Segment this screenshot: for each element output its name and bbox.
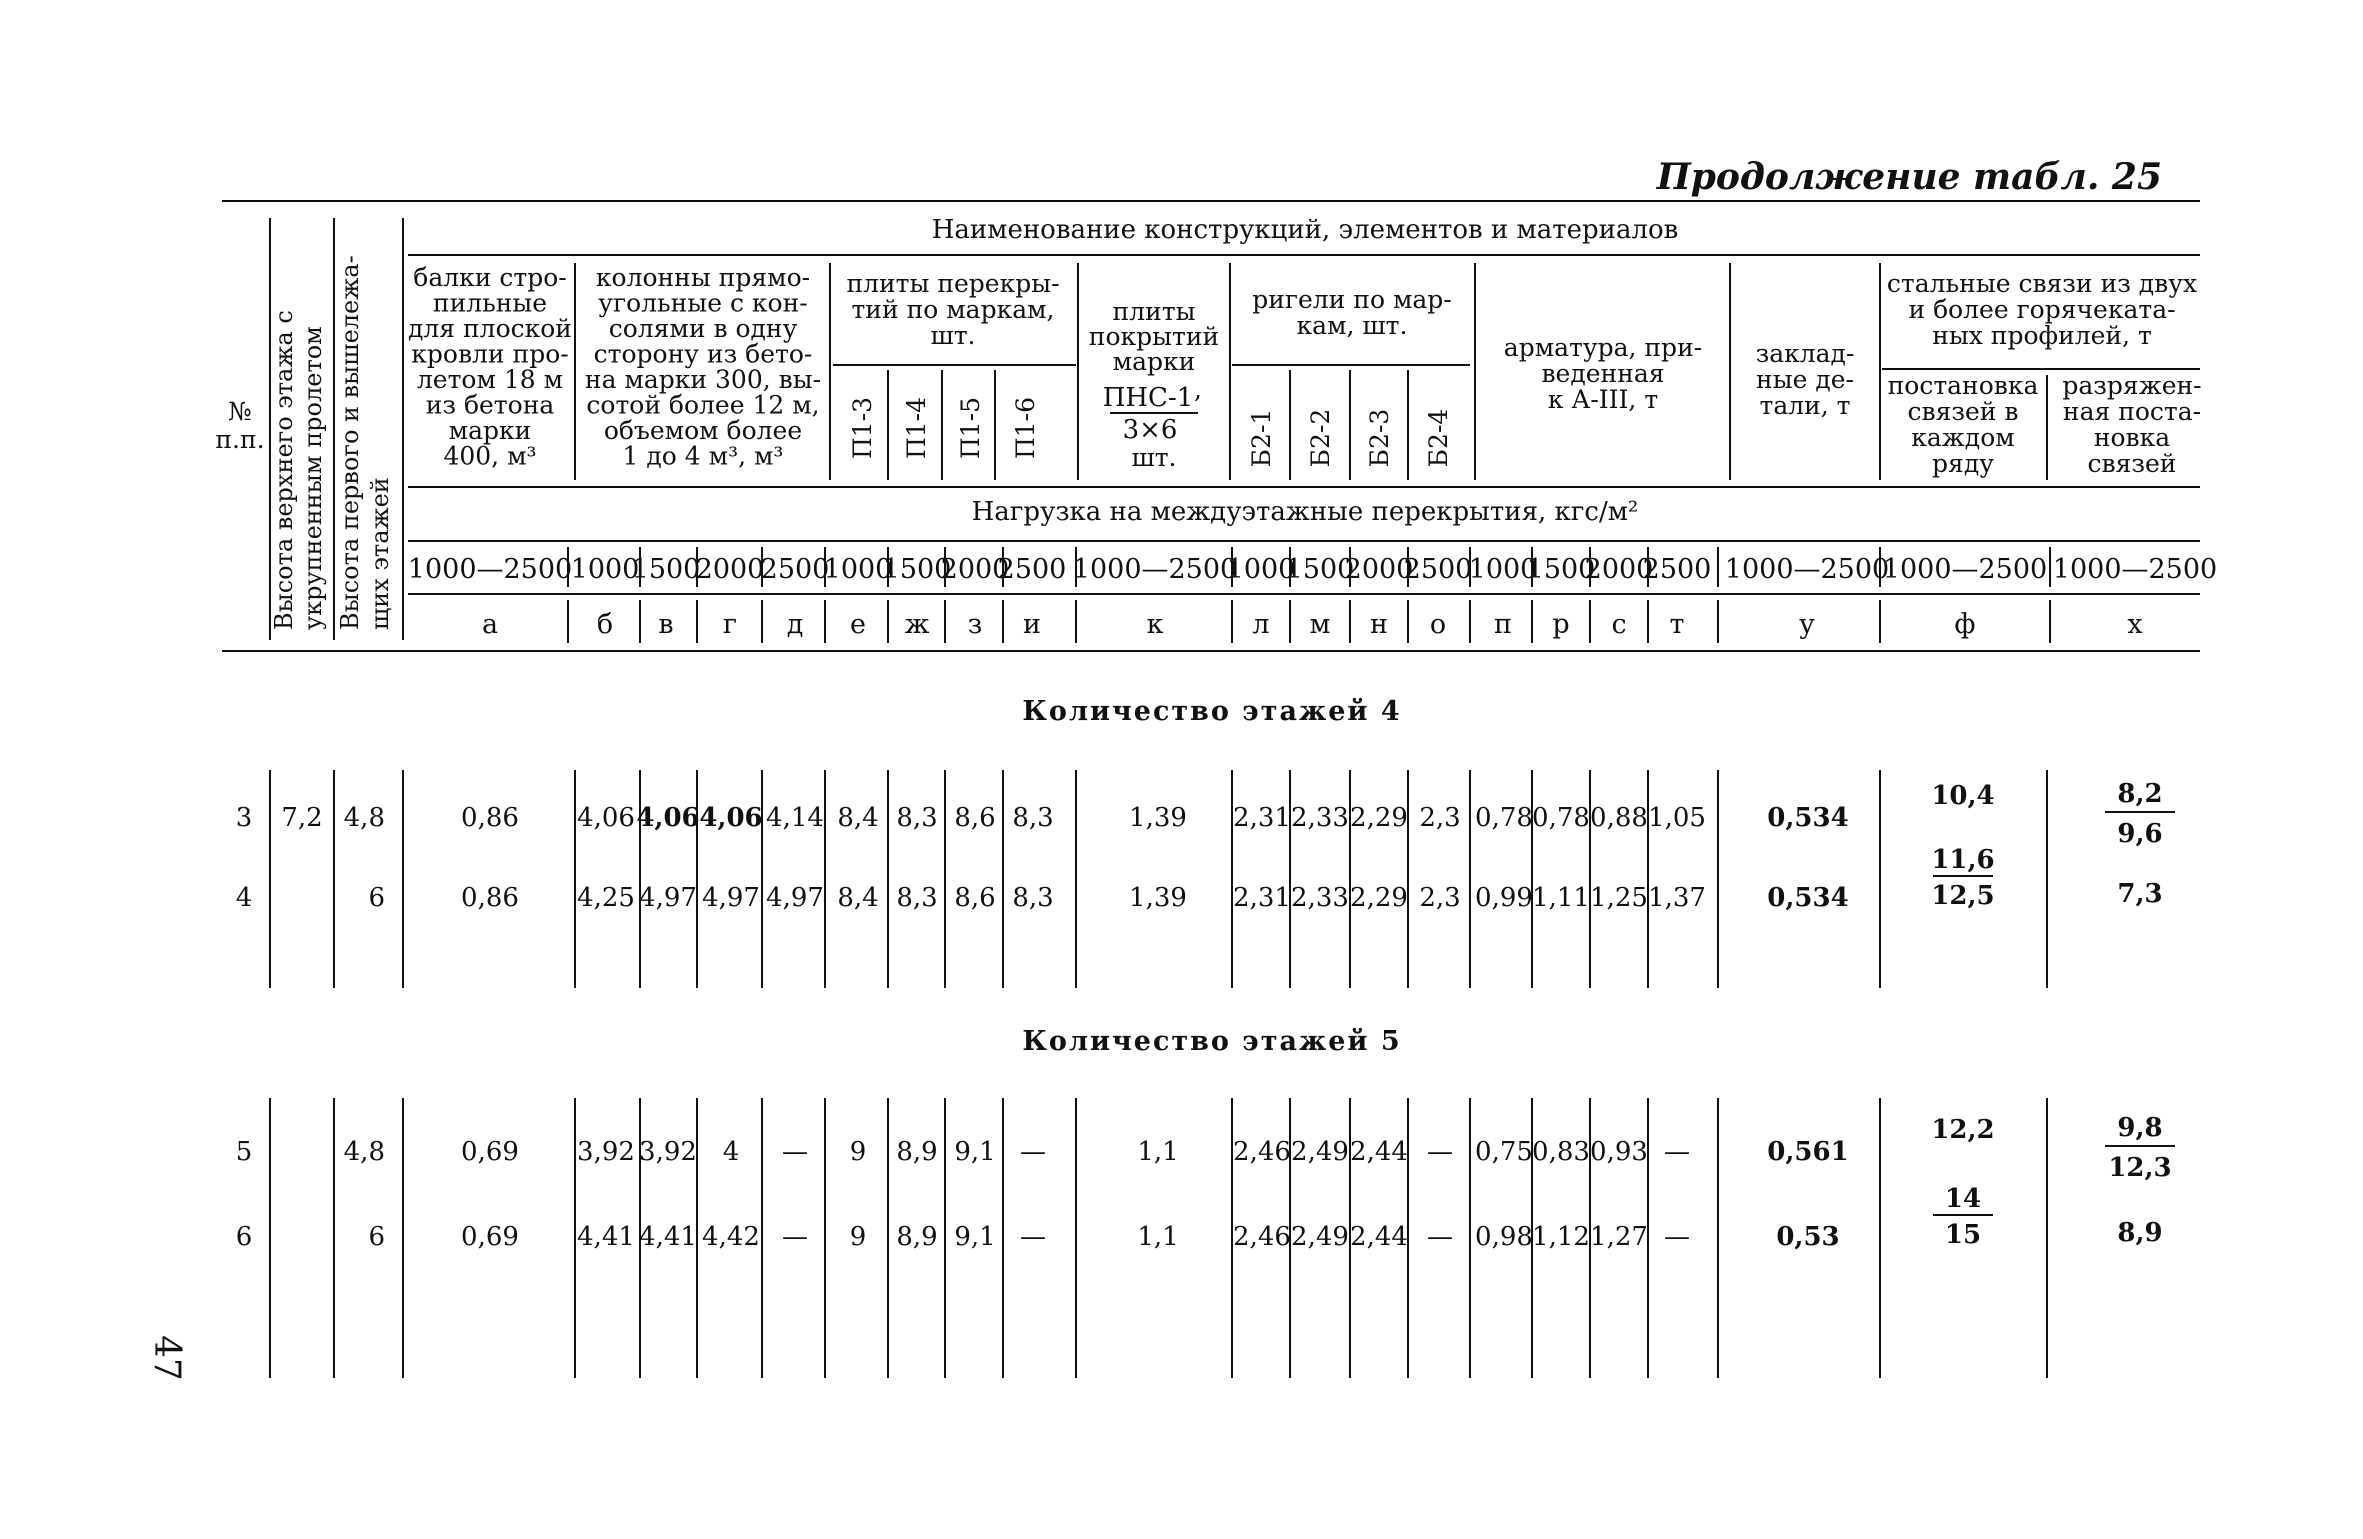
steel-sparse-numerator: 9,8: [2117, 1113, 2163, 1143]
load-value: 2500: [1642, 554, 1712, 585]
num-label: №: [228, 397, 252, 426]
column-letter: т: [1669, 609, 1685, 640]
column-letter: п: [1494, 609, 1512, 640]
cell-value: 8,3: [1012, 883, 1054, 913]
cell-value: 4,25: [577, 883, 635, 913]
rebar-label: к А-III, т: [1547, 385, 1659, 414]
cell-value: 0,98: [1475, 1222, 1533, 1252]
load-value: 1000—2500: [1882, 554, 2048, 585]
embedded-label: тали, т: [1759, 391, 1851, 420]
load-value: 2000: [695, 554, 765, 585]
columns-label: сторону из бето-: [593, 339, 813, 369]
height-first-value: 4,8: [343, 1137, 385, 1167]
beams-label: из бетона: [425, 390, 555, 420]
cell-value: 9: [849, 1137, 867, 1167]
cell-value: 2,33: [1291, 803, 1349, 833]
cell-value: 4,06: [699, 803, 763, 833]
height-upper-label: укрупненным пролетом: [299, 326, 327, 630]
cell-value: 4,06: [636, 803, 700, 833]
height-upper-value: 7,2: [281, 803, 323, 833]
load-value: 2500: [760, 554, 830, 585]
cell-value: 1,11: [1532, 883, 1590, 913]
steel-each-label: связей в: [1907, 397, 2019, 426]
load-value: 2500: [997, 554, 1067, 585]
beams-label: для плоской: [408, 314, 572, 343]
cell-value: 1,39: [1129, 803, 1187, 833]
column-letter: о: [1429, 609, 1447, 640]
slabs-roof-comma: ,: [1194, 375, 1202, 404]
steel-sparse-value: 8,9: [2117, 1218, 2163, 1248]
steel-sparse-label: новка: [2093, 423, 2171, 452]
cell-value: 4,97: [639, 883, 697, 913]
num-label: п.п.: [215, 425, 265, 454]
load-value: 2000: [1584, 554, 1654, 585]
load-value: 1000: [823, 554, 893, 585]
row-number: 4: [235, 883, 253, 913]
cell-value: 0,78: [1475, 803, 1533, 833]
columns-label: на марки 300, вы-: [584, 365, 822, 394]
height-first-value: 6: [368, 883, 385, 913]
rebar-label: веденная: [1541, 359, 1665, 388]
cell-value: 8,3: [896, 803, 938, 833]
cell-value: 8,4: [837, 883, 879, 913]
cell-value: —: [782, 1137, 808, 1167]
row-number: 6: [235, 1222, 253, 1252]
cell-value: 0,561: [1767, 1137, 1849, 1167]
slabs-roof-unit: шт.: [1131, 443, 1177, 472]
slab-mark: П1-4: [902, 396, 931, 460]
section-title: Количество этажей 4: [1022, 696, 1402, 727]
girders-label: ригели по мар-: [1252, 285, 1452, 314]
height-upper-label: Высота верхнего этажа с: [270, 310, 298, 630]
steel-label: стальные связи из двух: [1886, 269, 2198, 298]
girder-mark: Б2-1: [1247, 408, 1276, 468]
cell-value: 8,3: [1012, 803, 1054, 833]
group-title: Наименование конструкций, элементов и материалов: [931, 215, 1679, 245]
girder-mark: Б2-2: [1306, 408, 1335, 468]
cell-value: 2,49: [1291, 1222, 1349, 1252]
page-number: 47: [146, 1335, 187, 1381]
cell-value: 0,75: [1475, 1137, 1533, 1167]
columns-label: угольные с кон-: [598, 288, 808, 318]
slabs-roof-label: марки: [1112, 347, 1196, 376]
steel-each-label: постановка: [1887, 371, 2039, 400]
load-value: 2500: [1403, 554, 1473, 585]
girder-mark: Б2-3: [1365, 408, 1394, 468]
cell-value: 0,53: [1776, 1222, 1840, 1252]
slabs-roof-label: покрытий: [1088, 322, 1220, 351]
cell-value: 4,41: [577, 1222, 635, 1252]
cell-value: 1,27: [1590, 1222, 1648, 1252]
steel-each-label: ряду: [1932, 449, 1994, 478]
steel-sparse-label: ная поста-: [2062, 397, 2202, 426]
columns-label: объемом более: [603, 416, 803, 445]
rebar-label: арматура, при-: [1503, 333, 1703, 362]
height-first-label: Высота первого и вышележа-: [336, 255, 364, 630]
embedded-label: заклад-: [1755, 339, 1855, 368]
cell-value: 0,86: [461, 883, 519, 913]
columns-label: 1 до 4 м³, м³: [622, 441, 784, 471]
slab-mark: П1-5: [956, 396, 985, 460]
cell-value: 2,49: [1291, 1137, 1349, 1167]
cell-value: 2,29: [1350, 883, 1408, 913]
cell-value: 0,88: [1590, 803, 1648, 833]
cell-value: —: [1020, 1137, 1046, 1167]
load-value: 1000: [570, 554, 640, 585]
height-first-label: щих этажей: [366, 477, 394, 630]
cell-value: 2,3: [1419, 883, 1461, 913]
load-value: 1000: [1468, 554, 1538, 585]
beams-label: летом 18 м: [416, 365, 564, 394]
cell-value: 2,46: [1233, 1222, 1291, 1252]
girder-mark: Б2-4: [1424, 408, 1453, 468]
cell-value: 8,3: [896, 883, 938, 913]
column-letter: и: [1023, 609, 1041, 640]
beams-label: марки: [448, 416, 532, 445]
cell-value: 2,3: [1419, 803, 1461, 833]
steel-label: ных профилей, т: [1932, 321, 2152, 350]
columns-label: сотой более 12 м,: [586, 390, 820, 420]
cell-value: 1,05: [1648, 803, 1706, 833]
column-letter: г: [722, 609, 738, 640]
section-title: Количество этажей 5: [1022, 1026, 1402, 1057]
row-number: 3: [235, 803, 253, 833]
height-first-value: 6: [368, 1222, 385, 1252]
steel-each-value: 10,4: [1931, 781, 1995, 811]
steel-sparse-label: разряжен-: [2062, 371, 2202, 400]
cell-value: 8,6: [954, 803, 996, 833]
cell-value: 4: [722, 1137, 740, 1167]
cell-value: 9: [849, 1222, 867, 1252]
cell-value: 0,78: [1532, 803, 1590, 833]
cell-value: 4,42: [702, 1222, 760, 1252]
cell-value: 2,46: [1233, 1137, 1291, 1167]
cell-value: 0,93: [1590, 1137, 1648, 1167]
load-value: 1000—2500: [2052, 554, 2218, 585]
load-value: 1500: [631, 554, 701, 585]
cell-value: 3,92: [577, 1137, 635, 1167]
cell-value: 2,31: [1233, 883, 1291, 913]
slabs-floor-label: плиты перекры-: [846, 269, 1060, 298]
load-value: 1000—2500: [407, 554, 573, 585]
slabs-roof-label: плиты: [1112, 297, 1196, 326]
columns-label: колонны прямо-: [595, 263, 811, 292]
cell-value: 2,44: [1350, 1222, 1408, 1252]
cell-value: 4,97: [702, 883, 760, 913]
steel-each-denominator: 12,5: [1931, 881, 1995, 911]
beams-label: пильные: [432, 288, 548, 318]
cell-value: 2,29: [1350, 803, 1408, 833]
cell-value: 0,69: [461, 1222, 519, 1252]
cell-value: 8,6: [954, 883, 996, 913]
beams-label: кровли про-: [411, 339, 569, 369]
slab-mark: П1-6: [1011, 396, 1040, 460]
load-value: 1500: [1285, 554, 1355, 585]
load-value: 2000: [940, 554, 1010, 585]
load-title: Нагрузка на междуэтажные перекрытия, кгс/м²: [971, 497, 1639, 527]
girders-label: кам, шт.: [1296, 311, 1408, 340]
column-letter: м: [1309, 609, 1331, 640]
height-first-value: 4,8: [343, 803, 385, 833]
cell-value: 2,31: [1233, 803, 1291, 833]
row-number: 5: [235, 1137, 253, 1167]
load-value: 1500: [1526, 554, 1596, 585]
column-letter: р: [1552, 609, 1570, 640]
cell-value: 9,1: [954, 1222, 996, 1252]
column-letter: ф: [1954, 609, 1976, 640]
slabs-floor-label: тий по маркам,: [851, 295, 1055, 324]
cell-value: 1,39: [1129, 883, 1187, 913]
steel-each-label: каждом: [1911, 423, 2015, 452]
steel-sparse-numerator: 8,2: [2117, 779, 2163, 809]
cell-value: 0,534: [1767, 883, 1849, 913]
cell-value: 4,14: [766, 803, 824, 833]
cell-value: 0,534: [1767, 803, 1849, 833]
steel-sparse-denominator: 12,3: [2108, 1153, 2172, 1183]
cell-value: —: [1664, 1222, 1690, 1252]
cell-value: 3,92: [639, 1137, 697, 1167]
cell-value: 2,33: [1291, 883, 1349, 913]
steel-label: и более горячеката-: [1908, 295, 2176, 324]
cell-value: 9,1: [954, 1137, 996, 1167]
column-letter: л: [1252, 609, 1270, 640]
cell-value: 8,9: [896, 1137, 938, 1167]
load-value: 1000—2500: [1724, 554, 1890, 585]
cell-value: 4,41: [639, 1222, 697, 1252]
cell-value: 1,37: [1648, 883, 1706, 913]
cell-value: 1,1: [1137, 1137, 1179, 1167]
cell-value: 0,86: [461, 803, 519, 833]
cell-value: 4,06: [577, 803, 635, 833]
cell-value: 1,1: [1137, 1222, 1179, 1252]
cell-value: 0,83: [1532, 1137, 1590, 1167]
load-value: 1000: [1226, 554, 1296, 585]
steel-each-value: 12,2: [1931, 1115, 1995, 1145]
steel-each-numerator: 14: [1944, 1184, 1982, 1214]
load-value: 1500: [882, 554, 952, 585]
steel-each-denominator: 15: [1944, 1220, 1982, 1250]
steel-each-numerator: 11,6: [1931, 845, 1995, 875]
load-value: 2000: [1344, 554, 1414, 585]
cell-value: 2,44: [1350, 1137, 1408, 1167]
beams-label: балки стро-: [413, 263, 567, 292]
column-letter: д: [786, 609, 804, 640]
slabs-roof-mark: ПНС-1: [1102, 383, 1194, 413]
column-letter: ж: [904, 609, 930, 640]
cell-value: 0,99: [1475, 883, 1533, 913]
column-letter: к: [1146, 609, 1164, 640]
load-value: 1000—2500: [1072, 554, 1238, 585]
cell-value: —: [1020, 1222, 1046, 1252]
column-letter: б: [596, 609, 614, 640]
steel-sparse-denominator: 9,6: [2117, 819, 2163, 849]
table-caption: Продолжение табл. 25: [1656, 156, 2162, 198]
cell-value: —: [1427, 1137, 1453, 1167]
slabs-roof-size: 3×6: [1122, 415, 1178, 445]
slab-mark: П1-3: [848, 396, 877, 460]
cell-value: —: [1664, 1137, 1690, 1167]
cell-value: —: [1427, 1222, 1453, 1252]
column-letter: н: [1370, 609, 1388, 640]
beams-label: 400, м³: [443, 441, 537, 471]
cell-value: 4,97: [766, 883, 824, 913]
cell-value: 8,4: [837, 803, 879, 833]
steel-sparse-value: 7,3: [2117, 879, 2163, 909]
column-letter: в: [658, 609, 674, 640]
embedded-label: ные де-: [1756, 365, 1854, 394]
column-letter: у: [1799, 609, 1815, 640]
cell-value: 8,9: [896, 1222, 938, 1252]
steel-sparse-label: связей: [2087, 449, 2177, 478]
column-letter: з: [967, 609, 983, 640]
column-letter: х: [2127, 609, 2143, 640]
column-letter: а: [481, 609, 499, 640]
cell-value: —: [782, 1222, 808, 1252]
column-letter: с: [1611, 609, 1627, 640]
cell-value: 1,25: [1590, 883, 1648, 913]
slabs-floor-label: шт.: [930, 321, 976, 350]
columns-label: солями в одну: [608, 314, 798, 343]
cell-value: 0,69: [461, 1137, 519, 1167]
column-letter: е: [850, 609, 866, 640]
cell-value: 1,12: [1532, 1222, 1590, 1252]
